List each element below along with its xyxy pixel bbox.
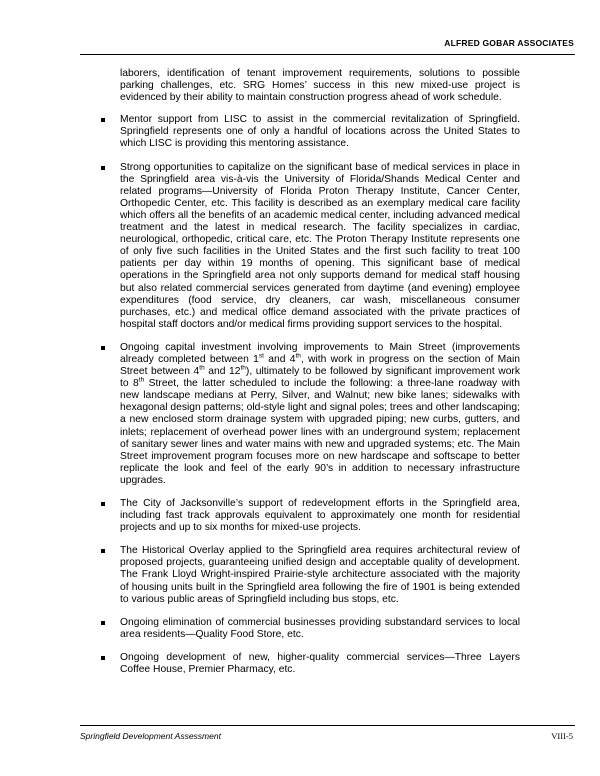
text-run: Street, the latter scheduled to include the following: a three-lane roadway with new landscape medians at Perry, Silver, and Walnut; new bike lanes; sidewalks with hexagonal design patterns; old-style light and signal poles; trees and other landscaping; a new enclosed storm drainage system with upgraded piping; new curbs, gutters, and inlets; replacement of overhead power lines with an underground system; replacement of sanitary sewer lines and water mains with new and upgraded systems; etc. The Main Street improvement program focuses more on new hardscape and softscape to better replicate the look and feel of the early 90’s in addition to necessary infrastructure upgrades. xyxy=(120,378,520,486)
text-run: Ongoing capital investment involving improvements to Main Street (improvements already completed between 1 xyxy=(120,341,520,365)
footer-rule xyxy=(80,725,575,726)
bullet-list xyxy=(120,114,520,676)
text-run: and 4 xyxy=(263,353,296,365)
continuation-paragraph: laborers, identification of tenant improvement requirements, solutions to possible parking challenges, etc. SRG Homes’ success in this new mixed-use project is evidenced by their ability to maintain construction progress ahead of work schedule. xyxy=(120,68,520,104)
header-company-name: ALFRED GOBAR ASSOCIATES xyxy=(444,38,574,48)
list-item xyxy=(120,617,520,641)
footer-document-title: Springfield Development Assessment xyxy=(80,731,221,741)
list-item-text: Ongoing development of new, higher-quality commercial services—Three Layers Coffee House, Premier Pharmacy, etc. xyxy=(120,651,520,676)
square-bullet-icon xyxy=(101,502,105,506)
square-bullet-icon xyxy=(101,118,105,122)
list-item xyxy=(120,114,520,150)
text-run: and 12 xyxy=(204,366,241,378)
square-bullet-icon xyxy=(101,549,105,553)
square-bullet-icon xyxy=(101,621,105,625)
list-item-text: Strong opportunities to capitalize on the significant base of medical services in place in the Springfield area vis-à-vis the University of Florida/Shands Medical Center and related programs—University of Florida Proton Therapy Institute, Cancer Center, Orthopedic Center, etc. This facility is described as an exemplary medical care facility which offers all the benefits of an academic medical center, including advanced medical treatment and the latest in medical research. The facility specializes in cardiac, neurological, orthopedic, critical care, etc. The Proton Therapy Institute represents one of only five such facilities in the United States and the first such facility to treat 100 patients per day within 19 months of opening. This significant base of medical operations in the Springfield area not only supports demand for medical staff housing but also related commercial services generated from daytime (and evening) employee expenditures (food service, dry cleaners, car wash, miscellaneous consumer purchases, etc.) and medical office demand associated with the private practices of hospital staff doctors and/or medical firms providing support services to the hospital. xyxy=(120,161,520,330)
list-item xyxy=(120,342,520,487)
ordinal-suffix: st xyxy=(258,352,264,360)
text-run: ), ultimately to be followed by significant improvement work to 8 xyxy=(120,366,520,390)
list-item xyxy=(120,498,520,534)
list-item-text: The City of Jacksonville’s support of redevelopment efforts in the Springfield area, including fast track approvals equivalent to approximately one month for residential projects and up to six months for mixed-use projects. xyxy=(120,498,520,534)
page-body xyxy=(120,68,520,687)
square-bullet-icon xyxy=(101,656,105,660)
list-item xyxy=(120,162,520,331)
ordinal-suffix: th xyxy=(138,376,145,384)
list-item-text: Mentor support from LISC to assist in the commercial revitalization of Springfield. Springfield represents one of only a handful of locations across the United States to which LISC is providing this mentoring assistance. xyxy=(120,114,520,150)
ordinal-suffix: th xyxy=(199,364,205,372)
list-item xyxy=(120,545,520,605)
list-item-text: Ongoing elimination of commercial businesses providing substandard services to local area residents—Quality Food Store, etc. xyxy=(120,616,520,640)
ordinal-suffix: th xyxy=(240,364,246,372)
list-item-text: The Historical Overlay applied to the Springfield area requires architectural review of proposed projects, guaranteeing unified design and acceptable quality of development. The Frank Lloyd Wright-inspired Prairie-style architecture associated with the majority of housing units built in the Springfield area following the fire of 1901 is being extended to various public areas of Springfield including bus stops, etc. xyxy=(120,545,520,605)
footer-page-number: VIII-5 xyxy=(551,731,573,741)
square-bullet-icon xyxy=(101,166,105,170)
list-item-text xyxy=(120,342,520,486)
text-run: , with work in progress on the section of Main Street between 4 xyxy=(120,353,520,378)
list-item xyxy=(120,652,520,676)
ordinal-suffix: th xyxy=(295,352,301,360)
header-rule xyxy=(80,54,575,55)
square-bullet-icon xyxy=(101,346,105,350)
